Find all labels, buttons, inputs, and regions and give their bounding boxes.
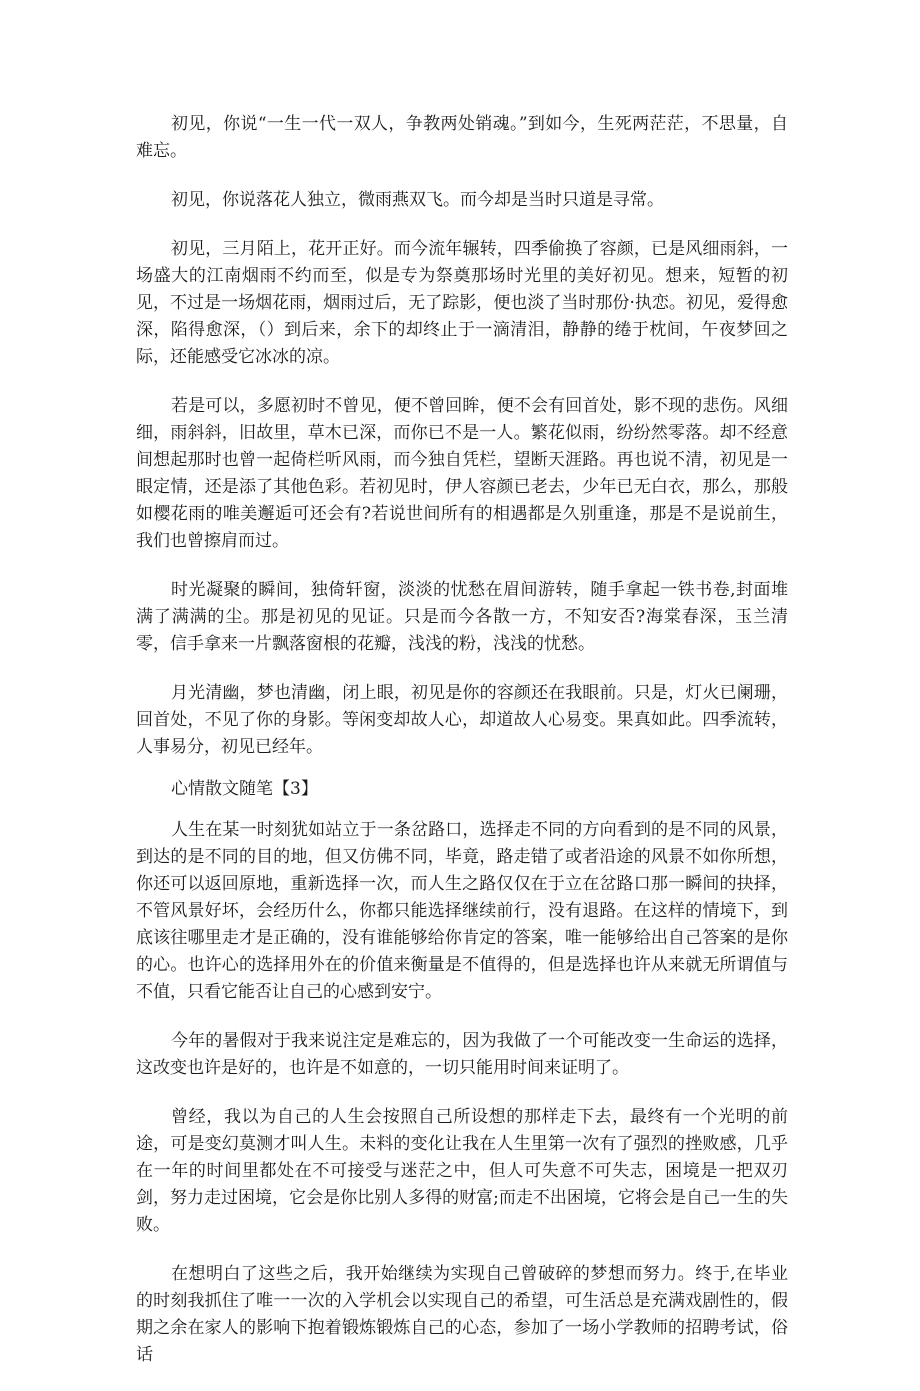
paragraph-10: 在想明白了这些之后，我开始继续为实现自己曾破碎的梦想而努力。终于,在毕业的时刻我抓住了唯一一次的入学机会以实现自己的希望，可生活总是充满戏剧性的，假期之余在家人的影响下抱着锻炼锻炼自己的心态，参加了一场小学教师的招聘考试，俗话: [136, 1264, 788, 1365]
section-title: 心情散文随笔【3】: [171, 779, 318, 799]
paragraph-7: 人生在某一时刻犹如站立于一条岔路口，选择走不同的方向看到的是不同的风景，到达的是不同的目的地，但又仿佛不同，毕竟，路走错了或者沿途的风景不如你所想，你还可以返回原地，重新选择一次，而人生之路仅仅在于立在岔路口那一瞬间的抉择，不管风景好坏，会经历什么，你都只能选择继续前行，没有退路。在这样的情境下，到底该往哪里走才是正确的，没有谁能够给你肯定的答案，唯一能够给出自己答案的是你的心。也许心的选择用外在的价值来衡量是不值得的，但是选择也许从来就无所谓值与不值，只看它能否让自己的心感到安宁。: [136, 820, 788, 1002]
paragraph-2: 初见，你说落花人独立，微雨燕双飞。而今却是当时只道是寻常。: [171, 190, 664, 210]
paragraph-3: 初见，三月陌上，花开正好。而今流年辗转，四季偷换了容颜，已是风细雨斜，一场盛大的江南烟雨不约而至，似是专为祭奠那场时光里的美好初见。想来，短暂的初见，不过是一场烟花雨，烟雨过后，无了踪影，便也淡了当时那份·执恋。初见，爱得愈深，陷得愈深，（）到后来，余下的却终止于一滴清泪，静静的绻于枕间，午夜梦回之际，还能感受它冰冰的凉。: [136, 239, 788, 367]
paragraph-9: 曾经，我以为自己的人生会按照自己所设想的那样走下去，最终有一个光明的前途，可是变幻莫测才叫人生。未料的变化让我在人生里第一次有了强烈的挫败感，几乎在一年的时间里都处在不可接受与迷茫之中，但人可失意不可失志，困境是一把双刃剑，努力走过困境，它会是你比别人多得的财富;而走不出困境，它将会是自己一生的失败。: [136, 1107, 788, 1235]
paragraph-5: 时光凝聚的瞬间，独倚轩窗，淡淡的忧愁在眉间游转，随手拿起一铁书卷,封面堆满了满满的尘。那是初见的见证。只是而今各散一方，不知安否?海棠春深，玉兰清零，信手拿来一片飘落窗根的花瓣，浅浅的粉，浅浅的忧愁。: [136, 580, 788, 654]
paragraph-4: 若是可以，多愿初时不曾见，便不曾回眸，便不会有回首处，影不现的悲伤。风细细，雨斜斜，旧故里，草木已深，而你已不是一人。繁花似雨，纷纷然零落。却不经意间想起那时也曾一起倚栏听风雨，而今独自凭栏，望断天涯路。再也说不清，初见是一眼定情，还是添了其他色彩。若初见时，伊人容颜已老去，少年已无白衣，那么，那般如樱花雨的唯美邂逅可还会有?若说世间所有的相遇都是久别重逢，那是不是说前生，我们也曾擦肩而过。: [136, 396, 788, 551]
paragraph-6: 月光清幽，梦也清幽，闭上眼，初见是你的容颜还在我眼前。只是，灯火已阑珊，回首处，不见了你的身影。等闲变却故人心，却道故人心易变。果真如此。四季流转，人事易分，初见已经年。: [136, 683, 788, 757]
paragraph-1: 初见，你说“一生一代一双人，争教两处销魂。”到如今，生死两茫茫，不思量，自难忘。: [136, 114, 788, 161]
document-body: [136, 111, 788, 1391]
paragraph-8: 今年的暑假对于我来说注定是难忘的，因为我做了一个可能改变一生命运的选择，这改变也许是好的，也许是不如意的，一切只能用时间来证明了。: [136, 1031, 788, 1078]
